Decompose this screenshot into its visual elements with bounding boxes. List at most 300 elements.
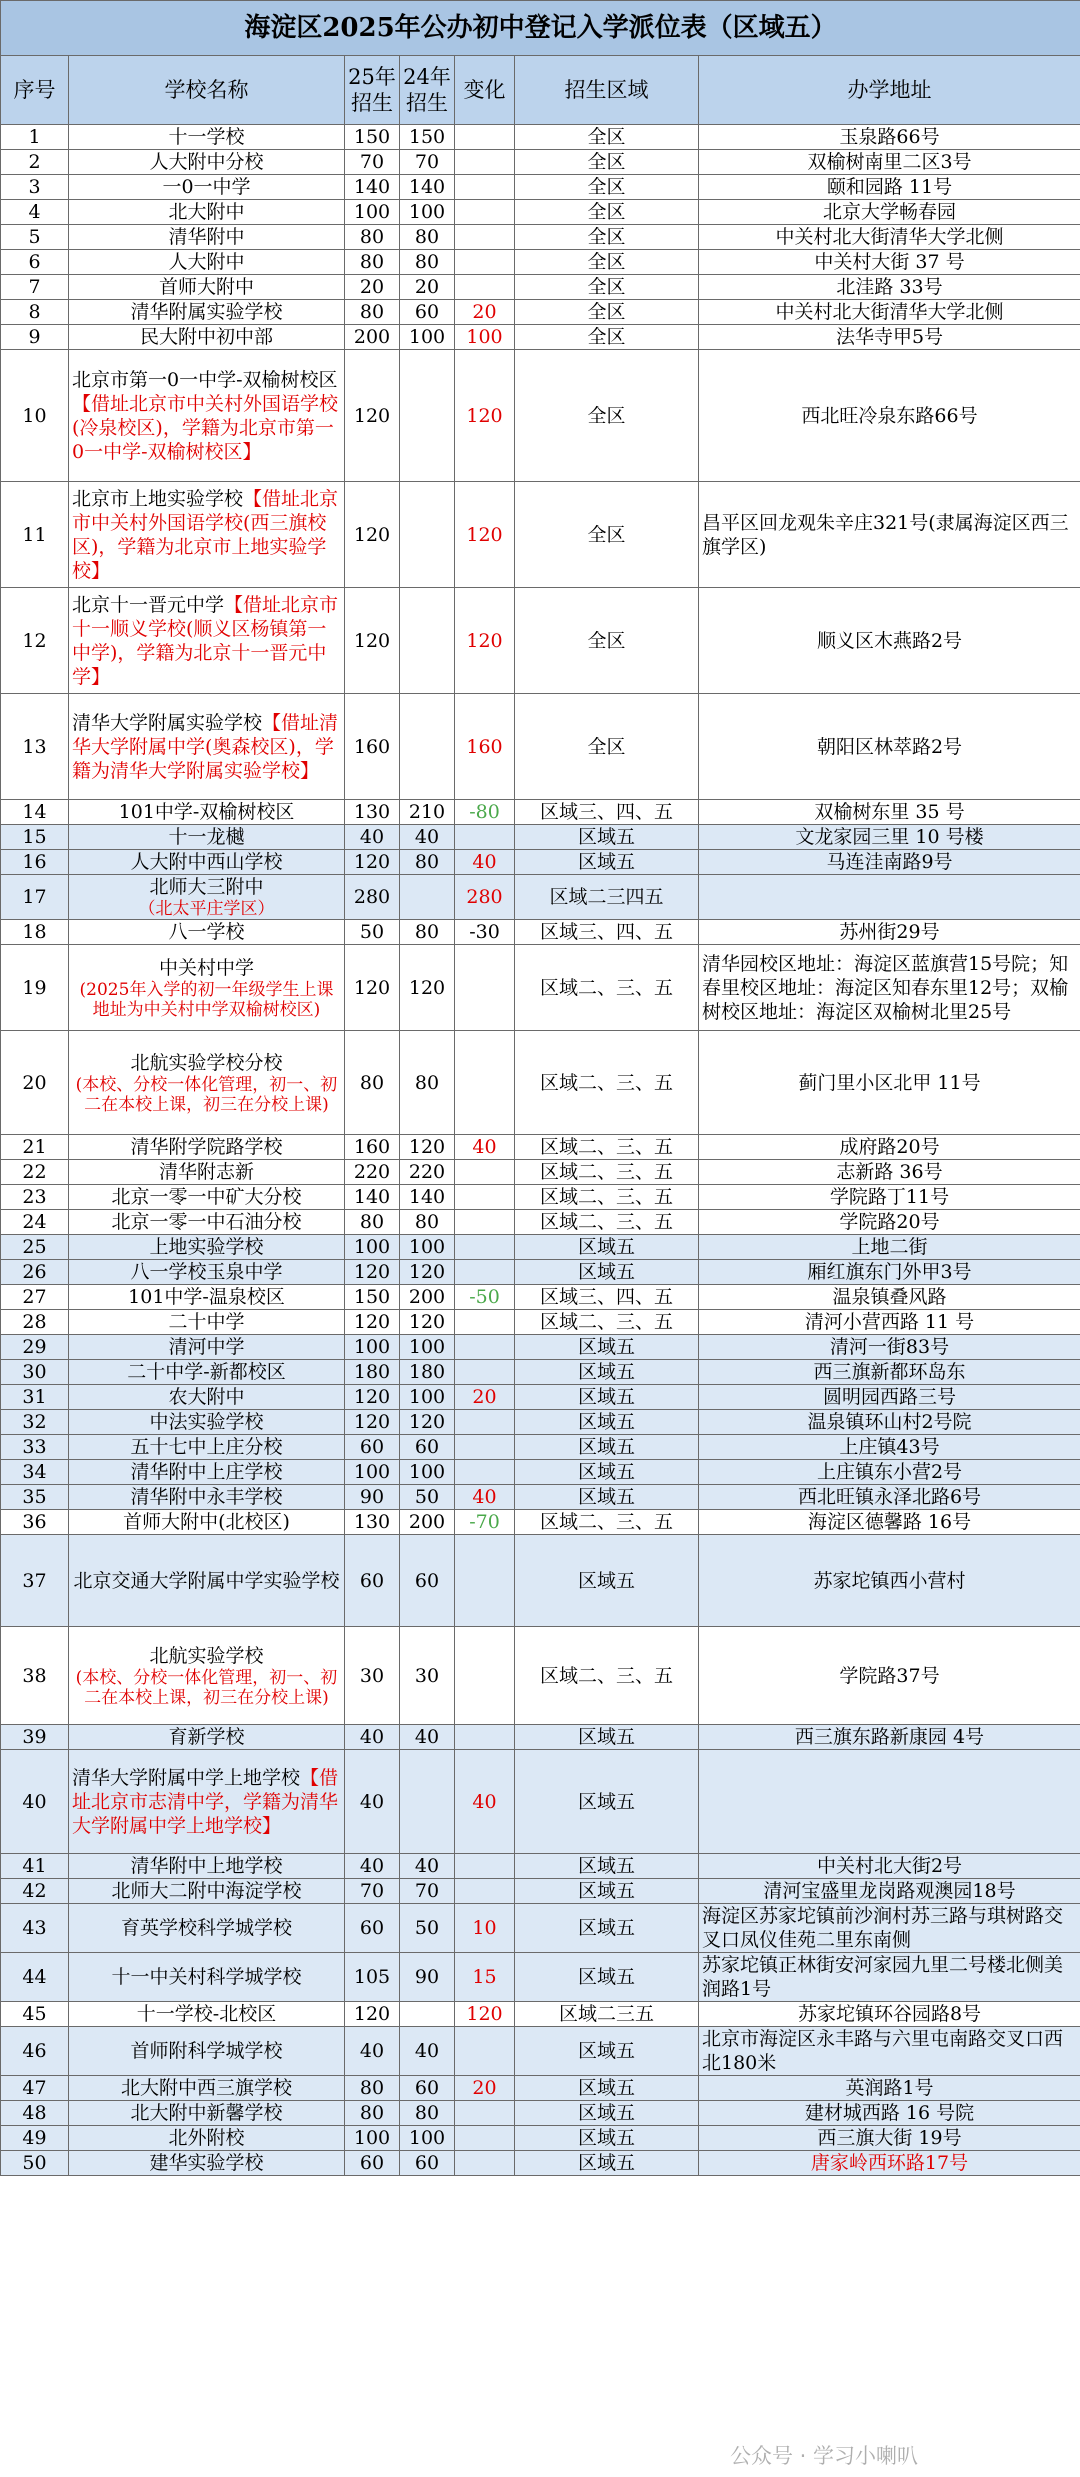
school-address: 马连洼南路9号 bbox=[699, 850, 1080, 875]
row-no: 31 bbox=[1, 1385, 69, 1410]
change-value bbox=[455, 1410, 515, 1435]
school-name bbox=[69, 1310, 345, 1335]
row-no: 23 bbox=[1, 1185, 69, 1210]
school-address: 昌平区回龙观朱辛庄321号(隶属海淀区西三旗学区) bbox=[699, 482, 1080, 588]
change-value bbox=[455, 250, 515, 275]
table-row bbox=[1, 2027, 1080, 2076]
enroll-2024: 200 bbox=[400, 1510, 455, 1535]
school-address: 上庄镇东小营2号 bbox=[699, 1460, 1080, 1485]
table-row bbox=[1, 275, 1080, 300]
school-name-text: 北京一零一中矿大分校 bbox=[111, 1186, 302, 1208]
school-address: 苏家坨镇正林街安河家园九里二号楼北侧美润路1号 bbox=[699, 1953, 1080, 2002]
school-address: 文龙家园三里 10 号楼 bbox=[699, 825, 1080, 850]
enroll-area: 全区 bbox=[515, 200, 699, 225]
enroll-2025: 120 bbox=[345, 1385, 400, 1410]
enroll-2024: 40 bbox=[400, 1854, 455, 1879]
enroll-area: 区域五 bbox=[515, 1750, 699, 1854]
row-no: 4 bbox=[1, 200, 69, 225]
enroll-2025: 100 bbox=[345, 1335, 400, 1360]
school-address: 顺义区木燕路2号 bbox=[699, 588, 1080, 694]
school-note: (本校、分校一体化管理，初一、初二在本校上课，初三在分校上课) bbox=[75, 1074, 338, 1115]
enroll-2024 bbox=[400, 1750, 455, 1854]
school-name bbox=[69, 1485, 345, 1510]
row-no: 20 bbox=[1, 1031, 69, 1135]
table-row bbox=[1, 2076, 1080, 2101]
enroll-2024: 100 bbox=[400, 1460, 455, 1485]
school-address: 西三旗大街 19号 bbox=[699, 2126, 1080, 2151]
table-row bbox=[1, 945, 1080, 1031]
row-no: 41 bbox=[1, 1854, 69, 1879]
change-value bbox=[455, 1854, 515, 1879]
enroll-2025: 180 bbox=[345, 1360, 400, 1385]
school-name-text: 北外附校 bbox=[168, 2127, 245, 2149]
school-name-text: 二十中学 bbox=[168, 1311, 245, 1333]
enroll-2025: 80 bbox=[345, 2076, 400, 2101]
enroll-area: 区域五 bbox=[515, 1460, 699, 1485]
school-name bbox=[69, 800, 345, 825]
school-name-text: 中法实验学校 bbox=[149, 1411, 264, 1433]
school-name bbox=[69, 1953, 345, 2002]
school-name-text: 清华大学附属中学上地学校 bbox=[72, 1766, 301, 1789]
enroll-area: 区域五 bbox=[515, 1235, 699, 1260]
school-name bbox=[69, 1210, 345, 1235]
school-name bbox=[69, 2151, 345, 2176]
change-value bbox=[455, 1310, 515, 1335]
school-name bbox=[69, 225, 345, 250]
school-name-text: 北京一零一中石油分校 bbox=[111, 1211, 302, 1233]
school-name-text: 十一中关村科学城学校 bbox=[111, 1966, 302, 1988]
school-note: 【借址北京市志清中学，学籍为清华大学附属中学上地学校】 bbox=[72, 1766, 339, 1837]
change-value: -80 bbox=[455, 800, 515, 825]
school-name bbox=[69, 588, 345, 694]
change-value bbox=[455, 1185, 515, 1210]
school-name-text: 北京十一晋元中学 bbox=[72, 593, 225, 616]
table-row bbox=[1, 1185, 1080, 1210]
school-name-text: 清河中学 bbox=[168, 1336, 245, 1358]
enroll-area: 区域二、三、五 bbox=[515, 1310, 699, 1335]
school-name bbox=[69, 350, 345, 482]
table-row bbox=[1, 1031, 1080, 1135]
enroll-2024: 140 bbox=[400, 1185, 455, 1210]
change-value: -50 bbox=[455, 1285, 515, 1310]
enroll-area: 全区 bbox=[515, 325, 699, 350]
school-name-text: 清华附志新 bbox=[158, 1161, 254, 1183]
change-value: 20 bbox=[455, 300, 515, 325]
page-title: 海淀区2025年公办初中登记入学派位表（区域五） bbox=[1, 1, 1080, 56]
school-address: 圆明园西路三号 bbox=[699, 1385, 1080, 1410]
enroll-2025: 150 bbox=[345, 1285, 400, 1310]
enroll-2024: 100 bbox=[400, 1385, 455, 1410]
enroll-2025: 100 bbox=[345, 200, 400, 225]
school-address: 英润路1号 bbox=[699, 2076, 1080, 2101]
change-value: 120 bbox=[455, 2002, 515, 2027]
enroll-2024: 80 bbox=[400, 2101, 455, 2126]
school-name-text: 八一学校 bbox=[168, 921, 245, 943]
enroll-2024: 60 bbox=[400, 1535, 455, 1627]
row-no: 21 bbox=[1, 1135, 69, 1160]
table-row bbox=[1, 2151, 1080, 2176]
school-note: 【借址清华大学附属中学(奥森校区)，学籍为清华大学附属实验学校】 bbox=[72, 711, 339, 782]
row-no: 44 bbox=[1, 1953, 69, 2002]
enroll-2025: 140 bbox=[345, 175, 400, 200]
school-name-text: 人大附中西山学校 bbox=[130, 851, 283, 873]
enroll-area: 区域二、三、五 bbox=[515, 1210, 699, 1235]
school-name-text: 首师附科学城学校 bbox=[130, 2040, 283, 2062]
school-address: 苏州街29号 bbox=[699, 920, 1080, 945]
row-no: 16 bbox=[1, 850, 69, 875]
row-no: 50 bbox=[1, 2151, 69, 2176]
header-2024: 24年招生 bbox=[400, 56, 455, 125]
row-no: 2 bbox=[1, 150, 69, 175]
enroll-area: 区域二、三、五 bbox=[515, 1510, 699, 1535]
row-no: 10 bbox=[1, 350, 69, 482]
school-address: 唐家岭西环路17号 bbox=[699, 2151, 1080, 2176]
school-address bbox=[699, 1750, 1080, 1854]
change-value bbox=[455, 2126, 515, 2151]
row-no: 46 bbox=[1, 2027, 69, 2076]
school-address: 学院路37号 bbox=[699, 1627, 1080, 1725]
enroll-area: 区域三、四、五 bbox=[515, 1285, 699, 1310]
table-row bbox=[1, 1285, 1080, 1310]
row-no: 19 bbox=[1, 945, 69, 1031]
table-row bbox=[1, 1535, 1080, 1627]
enroll-2024: 80 bbox=[400, 920, 455, 945]
table-row bbox=[1, 175, 1080, 200]
school-address: 中关村大街 37 号 bbox=[699, 250, 1080, 275]
school-address: 北京市海淀区永丰路与六里屯南路交叉口西北180米 bbox=[699, 2027, 1080, 2076]
enroll-2024: 220 bbox=[400, 1160, 455, 1185]
enroll-area: 全区 bbox=[515, 694, 699, 800]
row-no: 9 bbox=[1, 325, 69, 350]
school-name bbox=[69, 150, 345, 175]
school-address: 清河小营西路 11 号 bbox=[699, 1310, 1080, 1335]
change-value: 120 bbox=[455, 350, 515, 482]
change-value: 10 bbox=[455, 1904, 515, 1953]
enroll-2024 bbox=[400, 694, 455, 800]
enroll-area: 全区 bbox=[515, 350, 699, 482]
enroll-2024: 210 bbox=[400, 800, 455, 825]
school-name-text: 五十七中上庄分校 bbox=[130, 1436, 283, 1458]
school-name bbox=[69, 1725, 345, 1750]
enroll-2024: 200 bbox=[400, 1285, 455, 1310]
school-name bbox=[69, 1335, 345, 1360]
school-name bbox=[69, 1031, 345, 1135]
enroll-2024: 140 bbox=[400, 175, 455, 200]
enroll-2024 bbox=[400, 482, 455, 588]
change-value bbox=[455, 2101, 515, 2126]
school-name bbox=[69, 125, 345, 150]
enroll-area: 区域五 bbox=[515, 1535, 699, 1627]
school-address: 清河一街83号 bbox=[699, 1335, 1080, 1360]
row-no: 47 bbox=[1, 2076, 69, 2101]
row-no: 26 bbox=[1, 1260, 69, 1285]
school-address: 海淀区苏家坨镇前沙涧村苏三路与琪树路交叉口凤仪佳苑二里东南侧 bbox=[699, 1904, 1080, 1953]
school-name-text: 北大附中 bbox=[168, 201, 245, 223]
school-address: 颐和园路 11号 bbox=[699, 175, 1080, 200]
school-address: 苏家坨镇环谷园路8号 bbox=[699, 2002, 1080, 2027]
row-no: 18 bbox=[1, 920, 69, 945]
enroll-2024: 180 bbox=[400, 1360, 455, 1385]
school-address: 清河宝盛里龙岗路观澳园18号 bbox=[699, 1879, 1080, 1904]
table-row bbox=[1, 325, 1080, 350]
enroll-2025: 40 bbox=[345, 1750, 400, 1854]
school-name-text: 育英学校科学城学校 bbox=[120, 1917, 292, 1939]
school-name bbox=[69, 1535, 345, 1627]
table-row bbox=[1, 1135, 1080, 1160]
enroll-2024 bbox=[400, 350, 455, 482]
enroll-2024: 80 bbox=[400, 1031, 455, 1135]
row-no: 12 bbox=[1, 588, 69, 694]
enroll-area: 区域五 bbox=[515, 1410, 699, 1435]
school-name-text: 十一学校-北校区 bbox=[136, 2003, 277, 2025]
enroll-2024: 100 bbox=[400, 1335, 455, 1360]
table-row bbox=[1, 920, 1080, 945]
enroll-area: 区域二、三、五 bbox=[515, 1031, 699, 1135]
school-address: 建材城西路 16 号院 bbox=[699, 2101, 1080, 2126]
change-value bbox=[455, 1031, 515, 1135]
enroll-2024: 100 bbox=[400, 2126, 455, 2151]
enroll-2024: 60 bbox=[400, 2076, 455, 2101]
school-name-text: 北大附中西三旗学校 bbox=[120, 2077, 292, 2099]
change-value bbox=[455, 1627, 515, 1725]
school-name bbox=[69, 2101, 345, 2126]
school-name bbox=[69, 200, 345, 225]
school-name bbox=[69, 2027, 345, 2076]
enroll-2024: 50 bbox=[400, 1904, 455, 1953]
school-name-text: 八一学校玉泉中学 bbox=[130, 1261, 283, 1283]
row-no: 30 bbox=[1, 1360, 69, 1385]
enroll-area: 全区 bbox=[515, 150, 699, 175]
enroll-area: 区域五 bbox=[515, 1385, 699, 1410]
change-value bbox=[455, 945, 515, 1031]
enroll-2025: 100 bbox=[345, 2126, 400, 2151]
row-no: 7 bbox=[1, 275, 69, 300]
school-name-text: 清华附中永丰学校 bbox=[130, 1486, 283, 1508]
enroll-2025: 120 bbox=[345, 350, 400, 482]
enroll-2024: 80 bbox=[400, 1210, 455, 1235]
enroll-area: 区域五 bbox=[515, 1854, 699, 1879]
header-address: 办学地址 bbox=[699, 56, 1080, 125]
change-value bbox=[455, 1235, 515, 1260]
school-name bbox=[69, 1510, 345, 1535]
enroll-area: 全区 bbox=[515, 482, 699, 588]
change-value bbox=[455, 225, 515, 250]
enroll-2025: 120 bbox=[345, 2002, 400, 2027]
school-note: 【借址北京市中关村外国语学校(冷泉校区)，学籍为北京市第一0一中学-双榆树校区】 bbox=[72, 392, 339, 463]
school-name-text: 北京交通大学附属中学实验学校 bbox=[73, 1569, 340, 1592]
enroll-2025: 50 bbox=[345, 920, 400, 945]
row-no: 34 bbox=[1, 1460, 69, 1485]
enroll-area: 区域五 bbox=[515, 850, 699, 875]
table-row bbox=[1, 1410, 1080, 1435]
enroll-2025: 160 bbox=[345, 694, 400, 800]
school-address bbox=[699, 875, 1080, 920]
enroll-2024: 20 bbox=[400, 275, 455, 300]
table-row bbox=[1, 225, 1080, 250]
enroll-area: 区域五 bbox=[515, 2076, 699, 2101]
row-no: 13 bbox=[1, 694, 69, 800]
change-value bbox=[455, 175, 515, 200]
school-address: 西三旗东路新康园 4号 bbox=[699, 1725, 1080, 1750]
change-value: 120 bbox=[455, 588, 515, 694]
enroll-2025: 105 bbox=[345, 1953, 400, 2002]
school-name-text: 十一学校 bbox=[168, 126, 245, 148]
school-address: 玉泉路66号 bbox=[699, 125, 1080, 150]
enroll-area: 全区 bbox=[515, 225, 699, 250]
school-address: 西三旗新都环岛东 bbox=[699, 1360, 1080, 1385]
school-address: 苏家坨镇西小营村 bbox=[699, 1535, 1080, 1627]
enroll-2024: 50 bbox=[400, 1485, 455, 1510]
enroll-2025: 40 bbox=[345, 2027, 400, 2076]
school-name-text: 人大附中分校 bbox=[149, 151, 264, 173]
school-name-text: 北京市第一0一中学-双榆树校区 bbox=[72, 368, 338, 391]
table-row bbox=[1, 1510, 1080, 1535]
enroll-2024 bbox=[400, 588, 455, 694]
table-body bbox=[1, 125, 1080, 2176]
school-name bbox=[69, 1135, 345, 1160]
enroll-2024: 100 bbox=[400, 1235, 455, 1260]
change-value bbox=[455, 1210, 515, 1235]
row-no: 49 bbox=[1, 2126, 69, 2151]
enroll-2024: 40 bbox=[400, 1725, 455, 1750]
enroll-2025: 120 bbox=[345, 1410, 400, 1435]
enroll-2024: 40 bbox=[400, 2027, 455, 2076]
row-no: 14 bbox=[1, 800, 69, 825]
row-no: 11 bbox=[1, 482, 69, 588]
enroll-2025: 80 bbox=[345, 300, 400, 325]
row-no: 37 bbox=[1, 1535, 69, 1627]
enroll-2025: 80 bbox=[345, 1031, 400, 1135]
school-name bbox=[69, 1435, 345, 1460]
change-value bbox=[455, 1879, 515, 1904]
change-value: 160 bbox=[455, 694, 515, 800]
school-name-text: 清华大学附属实验学校 bbox=[72, 711, 263, 734]
school-address: 蓟门里小区北甲 11号 bbox=[699, 1031, 1080, 1135]
enroll-area: 区域二、三、五 bbox=[515, 945, 699, 1031]
table-row bbox=[1, 694, 1080, 800]
enroll-2025: 150 bbox=[345, 125, 400, 150]
school-name bbox=[69, 945, 345, 1031]
enroll-2024: 30 bbox=[400, 1627, 455, 1725]
enroll-area: 全区 bbox=[515, 175, 699, 200]
school-name-text: 上地实验学校 bbox=[149, 1236, 264, 1258]
enroll-2025: 120 bbox=[345, 850, 400, 875]
table-row bbox=[1, 1160, 1080, 1185]
enroll-2024: 120 bbox=[400, 945, 455, 1031]
enroll-2024: 120 bbox=[400, 1310, 455, 1335]
enroll-2025: 130 bbox=[345, 1510, 400, 1535]
row-no: 32 bbox=[1, 1410, 69, 1435]
enroll-area: 区域五 bbox=[515, 1725, 699, 1750]
row-no: 33 bbox=[1, 1435, 69, 1460]
row-no: 6 bbox=[1, 250, 69, 275]
school-name-text: 建华实验学校 bbox=[149, 2152, 264, 2174]
table-row bbox=[1, 1904, 1080, 1953]
school-name bbox=[69, 250, 345, 275]
enroll-2024: 70 bbox=[400, 1879, 455, 1904]
enroll-2025: 120 bbox=[345, 1260, 400, 1285]
table-row bbox=[1, 2126, 1080, 2151]
change-value bbox=[455, 200, 515, 225]
enroll-area: 区域五 bbox=[515, 1360, 699, 1385]
change-value bbox=[455, 125, 515, 150]
enroll-2025: 60 bbox=[345, 1435, 400, 1460]
school-name bbox=[69, 1854, 345, 1879]
enroll-2025: 140 bbox=[345, 1185, 400, 1210]
table-row bbox=[1, 1435, 1080, 1460]
enroll-area: 区域五 bbox=[515, 1435, 699, 1460]
school-address: 双榆树南里二区3号 bbox=[699, 150, 1080, 175]
enroll-area: 区域三、四、五 bbox=[515, 920, 699, 945]
school-note: 【借址北京市中关村外国语学校(西三旗校区)，学籍为北京市上地实验学校】 bbox=[72, 487, 339, 582]
school-name bbox=[69, 1460, 345, 1485]
table-row bbox=[1, 1953, 1080, 2002]
enroll-2024: 150 bbox=[400, 125, 455, 150]
enroll-area: 全区 bbox=[515, 125, 699, 150]
school-address: 志新路 36号 bbox=[699, 1160, 1080, 1185]
row-no: 22 bbox=[1, 1160, 69, 1185]
enroll-area: 区域五 bbox=[515, 1485, 699, 1510]
school-address: 双榆树东里 35 号 bbox=[699, 800, 1080, 825]
row-no: 25 bbox=[1, 1235, 69, 1260]
enroll-2025: 20 bbox=[345, 275, 400, 300]
enroll-2025: 280 bbox=[345, 875, 400, 920]
school-name bbox=[69, 694, 345, 800]
school-address: 清华园校区地址：海淀区蓝旗营15号院；知春里校区地址：海淀区知春东里12号；双榆树校区地址：海淀区双榆树北里25号 bbox=[699, 945, 1080, 1031]
enroll-2025: 80 bbox=[345, 225, 400, 250]
enroll-2024: 90 bbox=[400, 1953, 455, 2002]
row-no: 15 bbox=[1, 825, 69, 850]
change-value bbox=[455, 1435, 515, 1460]
table-row bbox=[1, 875, 1080, 920]
change-value: 280 bbox=[455, 875, 515, 920]
school-name bbox=[69, 1385, 345, 1410]
table-row bbox=[1, 2002, 1080, 2027]
school-name-text: 清华附属实验学校 bbox=[130, 301, 283, 323]
change-value bbox=[455, 1360, 515, 1385]
change-value bbox=[455, 1535, 515, 1627]
header-no: 序号 bbox=[1, 56, 69, 125]
change-value: 40 bbox=[455, 1750, 515, 1854]
enroll-2025: 120 bbox=[345, 482, 400, 588]
table-row bbox=[1, 1210, 1080, 1235]
change-value: -70 bbox=[455, 1510, 515, 1535]
enroll-area: 全区 bbox=[515, 300, 699, 325]
change-value: 100 bbox=[455, 325, 515, 350]
enroll-2024: 60 bbox=[400, 2151, 455, 2176]
change-value bbox=[455, 1725, 515, 1750]
change-value: 20 bbox=[455, 2076, 515, 2101]
enroll-2025: 220 bbox=[345, 1160, 400, 1185]
enroll-area: 全区 bbox=[515, 588, 699, 694]
table-row bbox=[1, 1854, 1080, 1879]
table-row bbox=[1, 1725, 1080, 1750]
enroll-2025: 80 bbox=[345, 2101, 400, 2126]
school-name bbox=[69, 2076, 345, 2101]
enroll-area: 区域五 bbox=[515, 1953, 699, 2002]
header-area: 招生区域 bbox=[515, 56, 699, 125]
school-name-text: 中关村中学 bbox=[158, 956, 254, 979]
enroll-2025: 70 bbox=[345, 150, 400, 175]
table-row bbox=[1, 125, 1080, 150]
school-address: 成府路20号 bbox=[699, 1135, 1080, 1160]
school-name-text: 北师大二附中海淀学校 bbox=[111, 1880, 302, 1902]
school-name-text: 北京市上地实验学校 bbox=[72, 487, 244, 510]
school-name bbox=[69, 1750, 345, 1854]
enroll-2025: 30 bbox=[345, 1627, 400, 1725]
table-row bbox=[1, 1335, 1080, 1360]
change-value: 40 bbox=[455, 1135, 515, 1160]
